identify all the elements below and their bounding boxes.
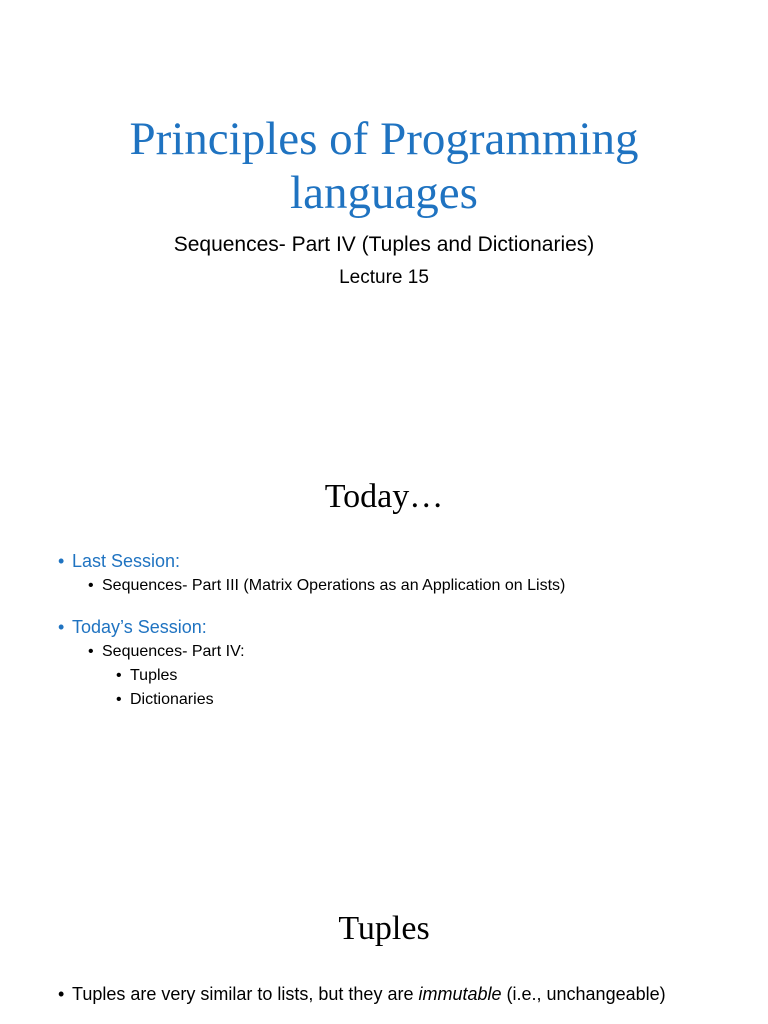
todays-session-label: • Today’s Session: <box>58 616 748 638</box>
tuples-slide <box>0 864 768 1024</box>
tuples-bullet <box>58 982 762 1006</box>
lecture-number: Lecture 15 <box>339 267 429 288</box>
todays-sub-item-dictionaries: • Dictionaries <box>58 690 748 710</box>
today-bullet-list <box>58 550 748 710</box>
bullet-dot: • <box>58 984 65 1004</box>
title-slide <box>0 0 768 432</box>
tuples-bullet-emphasis: immutable <box>418 984 502 1004</box>
last-session-label: • Last Session: <box>58 550 748 572</box>
last-session-item: • Sequences- Part III (Matrix Operations as an Application on Lists) <box>58 576 748 596</box>
tuples-bullet-part-1: Tuples are very similar to lists, but they are <box>72 984 419 1004</box>
today-slide <box>0 432 768 864</box>
tuples-heading: Tuples <box>338 910 430 947</box>
slide-title-line-2: languages <box>290 167 478 219</box>
slide-subtitle: Sequences- Part IV (Tuples and Dictionaries) <box>173 233 595 256</box>
tuples-bullet-part-2: (i.e., unchangeable) <box>501 984 666 1004</box>
todays-session-item: • Sequences- Part IV: <box>58 642 748 662</box>
slide-title-line-1: Principles of Programming <box>129 113 639 165</box>
slide-title <box>0 112 768 220</box>
today-heading: Today… <box>324 478 444 515</box>
todays-sub-item-tuples: • Tuples <box>58 666 748 686</box>
